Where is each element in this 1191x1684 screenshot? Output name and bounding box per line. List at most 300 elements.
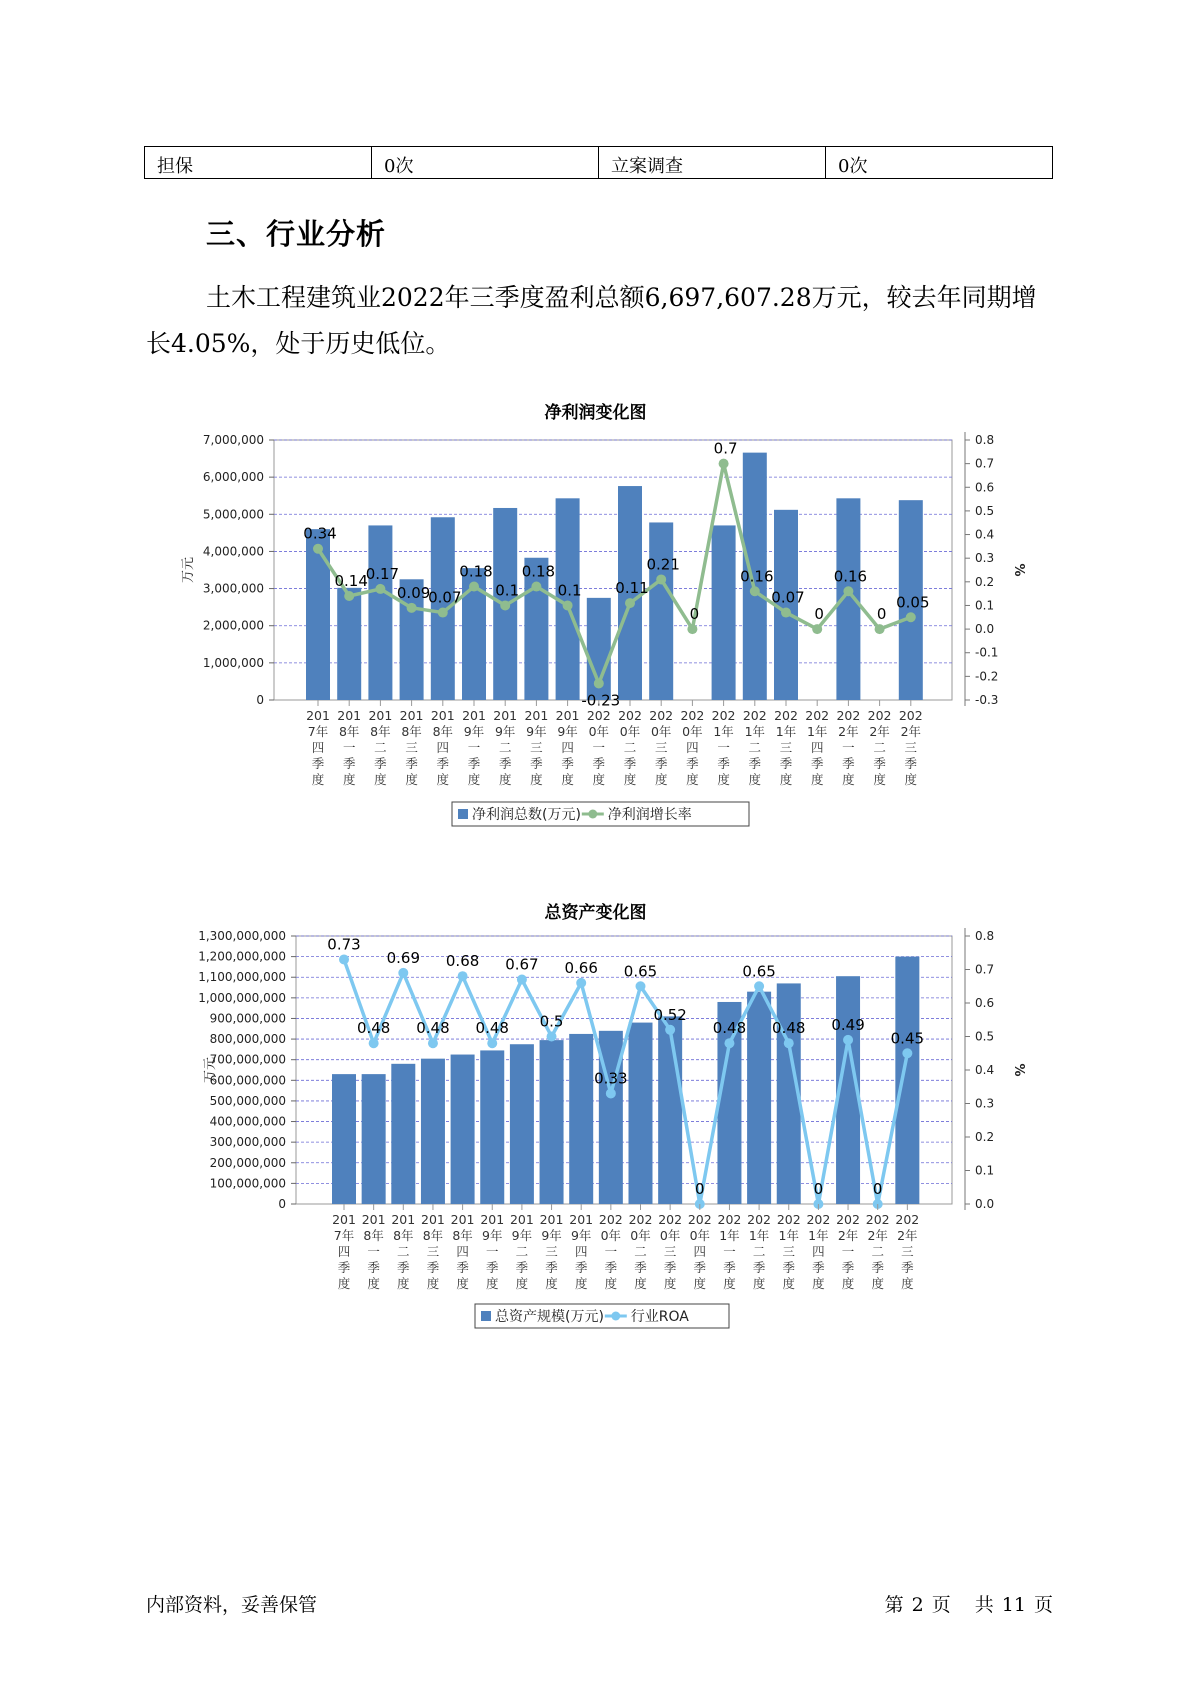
x-tick-label: 度 bbox=[901, 1276, 914, 1291]
summary-paragraph: 土木工程建筑业2022年三季度盈利总额6,697,607.28万元，较去年同期增长4.05%，处于历史低位。 bbox=[146, 283, 1037, 358]
data-label: 0.48 bbox=[712, 1019, 747, 1038]
x-tick-label: 三 bbox=[405, 740, 418, 755]
y-tick-label: 5,000,000 bbox=[202, 507, 264, 522]
data-label: 0.1 bbox=[495, 581, 520, 600]
bar bbox=[747, 992, 771, 1204]
x-tick-label: 二 bbox=[871, 1244, 884, 1259]
x-tick-label: 202 bbox=[774, 708, 798, 723]
x-tick-label: 202 bbox=[836, 1212, 860, 1227]
x-tick-label: 季 bbox=[693, 1260, 707, 1275]
data-label: 0.68 bbox=[445, 952, 480, 971]
x-tick-label: 202 bbox=[747, 1212, 772, 1227]
x-tick-label: 季 bbox=[397, 1260, 410, 1275]
y-tick-label: 2,000,000 bbox=[202, 618, 264, 633]
data-label: 0.48 bbox=[475, 1019, 509, 1038]
x-tick-label: 9年 bbox=[570, 1228, 592, 1243]
x-tick-label: 2年 bbox=[867, 1228, 888, 1243]
line-point bbox=[339, 954, 349, 964]
x-tick-label: 度 bbox=[779, 772, 793, 787]
x-tick-label: 度 bbox=[634, 1276, 647, 1291]
data-label: 0.07 bbox=[428, 588, 462, 607]
x-tick-label: 度 bbox=[810, 772, 824, 787]
x-tick-label: 季 bbox=[842, 756, 855, 771]
x-tick-label: 201 bbox=[569, 1212, 594, 1227]
x-tick-label: 四 bbox=[693, 1244, 707, 1259]
y-axis-title: 万元 bbox=[181, 556, 196, 584]
x-tick-label: 1年 bbox=[748, 1228, 770, 1243]
x-tick-label: 季 bbox=[654, 756, 668, 771]
y-tick-label: 3,000,000 bbox=[202, 581, 264, 596]
section-heading: 三、行业分析 bbox=[206, 217, 387, 251]
y2-tick-label: 0.0 bbox=[975, 1197, 995, 1211]
bar bbox=[391, 1064, 415, 1204]
x-tick-label: 季 bbox=[752, 1260, 766, 1275]
x-tick-label: 一 bbox=[717, 740, 730, 755]
y2-tick-label: 0.2 bbox=[975, 574, 995, 589]
data-label: 0.7 bbox=[713, 439, 738, 458]
x-tick-label: 季 bbox=[530, 756, 543, 771]
data-label: 0.11 bbox=[615, 579, 649, 598]
x-tick-label: 四 bbox=[311, 740, 325, 755]
y2-tick-label: 0.1 bbox=[975, 598, 995, 613]
line-point bbox=[313, 544, 323, 554]
x-tick-label: 季 bbox=[405, 756, 418, 771]
x-tick-label: 四 bbox=[686, 740, 699, 755]
x-tick-label: 度 bbox=[686, 772, 699, 787]
x-tick-label: 一 bbox=[841, 1244, 855, 1259]
x-tick-label: 202 bbox=[586, 708, 611, 723]
x-tick-label: 9年 bbox=[557, 724, 578, 739]
x-tick-label: 季 bbox=[686, 756, 699, 771]
legend-label-bar: 总资产规模(万元) bbox=[495, 1309, 604, 1325]
x-tick-label: 8年 bbox=[363, 1228, 384, 1243]
x-tick-label: 度 bbox=[311, 772, 325, 787]
x-tick-label: 8年 bbox=[432, 724, 454, 739]
line-point bbox=[875, 624, 885, 634]
x-tick-label: 202 bbox=[649, 708, 674, 723]
x-tick-label: 201 bbox=[462, 708, 486, 723]
x-tick-label: 二 bbox=[397, 1244, 410, 1259]
bar bbox=[629, 1023, 653, 1204]
data-label: 0.1 bbox=[557, 581, 582, 600]
x-tick-label: 201 bbox=[332, 1212, 356, 1227]
y2-tick-label: 0.8 bbox=[975, 433, 995, 447]
y-tick-label: 1,300,000,000 bbox=[198, 929, 286, 943]
x-tick-label: 一 bbox=[592, 740, 606, 755]
x-tick-label: 8年 bbox=[452, 1228, 473, 1243]
x-tick-label: 三 bbox=[901, 1244, 914, 1259]
x-tick-label: 9年 bbox=[511, 1228, 533, 1243]
line-point bbox=[812, 624, 822, 634]
x-tick-label: 度 bbox=[842, 772, 855, 787]
x-tick-label: 201 bbox=[391, 1212, 416, 1227]
data-label: 0.34 bbox=[303, 524, 337, 543]
x-tick-label: 季 bbox=[901, 1260, 914, 1275]
x-tick-label: 季 bbox=[311, 756, 325, 771]
y-tick-label: 300,000,000 bbox=[209, 1135, 286, 1150]
x-tick-label: 季 bbox=[873, 756, 886, 771]
y2-tick-label: 0.7 bbox=[975, 456, 995, 471]
y2-tick-label: 0.6 bbox=[975, 480, 995, 495]
y-tick-label: 600,000,000 bbox=[209, 1073, 286, 1088]
x-tick-label: 201 bbox=[337, 708, 362, 723]
legend-label-bar: 净利润总数(万元) bbox=[472, 807, 581, 823]
data-label: 0.45 bbox=[890, 1029, 925, 1048]
y-tick-label: 1,100,000,000 bbox=[198, 970, 286, 985]
x-tick-label: 三 bbox=[904, 740, 918, 755]
x-tick-label: 一 bbox=[467, 740, 481, 755]
y2-tick-label: 0.5 bbox=[975, 503, 995, 518]
data-label: 0.18 bbox=[459, 562, 493, 581]
x-tick-label: 三 bbox=[663, 1244, 677, 1259]
x-tick-label: 一 bbox=[723, 1244, 736, 1259]
data-label: 0.16 bbox=[833, 567, 868, 586]
x-tick-label: 四 bbox=[456, 1244, 469, 1259]
x-tick-label: 季 bbox=[779, 756, 793, 771]
x-tick-label: 度 bbox=[723, 1276, 736, 1291]
bar bbox=[510, 1044, 534, 1204]
x-tick-label: 度 bbox=[337, 1276, 351, 1291]
data-label: 0.48 bbox=[356, 1019, 391, 1038]
x-tick-label: 二 bbox=[748, 740, 762, 755]
footer-total-pages: 11 bbox=[1001, 1594, 1026, 1616]
line-point bbox=[843, 586, 853, 596]
x-tick-label: 季 bbox=[812, 1260, 825, 1275]
x-tick-label: 7年 bbox=[333, 1228, 355, 1243]
line-point bbox=[906, 612, 916, 622]
x-tick-label: 度 bbox=[374, 772, 387, 787]
x-tick-label: 8年 bbox=[370, 724, 391, 739]
footer-page-number bbox=[877, 1590, 1053, 1617]
x-tick-label: 202 bbox=[805, 708, 830, 723]
x-tick-label: 三 bbox=[654, 740, 668, 755]
x-tick-label: 度 bbox=[467, 772, 481, 787]
table-row bbox=[145, 147, 1053, 179]
bar bbox=[332, 1074, 356, 1204]
x-tick-label: 201 bbox=[306, 708, 330, 723]
y2-tick-label: 0.7 bbox=[975, 962, 995, 977]
x-tick-label: 202 bbox=[628, 1212, 653, 1227]
y2-tick-label: 0.0 bbox=[975, 622, 995, 637]
data-label: 0.65 bbox=[623, 962, 658, 981]
bar bbox=[649, 522, 673, 700]
line-point bbox=[625, 598, 635, 608]
x-tick-label: 四 bbox=[812, 1244, 825, 1259]
x-tick-label: 二 bbox=[623, 740, 637, 755]
data-label: 0.49 bbox=[831, 1015, 865, 1034]
line-point bbox=[656, 574, 666, 584]
x-tick-label: 202 bbox=[717, 1212, 742, 1227]
data-label: 0.66 bbox=[564, 958, 598, 977]
bar bbox=[337, 588, 361, 700]
footer-page-part: 共 bbox=[974, 1594, 994, 1616]
x-tick-label: 二 bbox=[498, 740, 512, 755]
data-label: 0.52 bbox=[653, 1005, 687, 1024]
x-tick-label: 季 bbox=[604, 1260, 618, 1275]
x-tick-label: 度 bbox=[367, 1276, 380, 1291]
x-tick-label: 1年 bbox=[775, 724, 797, 739]
x-tick-label: 三 bbox=[530, 740, 543, 755]
x-tick-label: 四 bbox=[561, 740, 574, 755]
x-tick-label: 二 bbox=[634, 1244, 647, 1259]
x-tick-label: 度 bbox=[654, 772, 668, 787]
x-tick-label: 201 bbox=[539, 1212, 564, 1227]
x-tick-label: 季 bbox=[337, 1260, 351, 1275]
x-tick-label: 201 bbox=[430, 708, 455, 723]
table-cell-value-investigation: 0次 bbox=[826, 147, 1053, 179]
x-tick-label: 季 bbox=[574, 1260, 588, 1275]
bar bbox=[569, 1034, 593, 1204]
x-tick-label: 度 bbox=[456, 1276, 469, 1291]
x-tick-label: 一 bbox=[342, 740, 356, 755]
x-tick-label: 季 bbox=[436, 756, 450, 771]
x-tick-label: 202 bbox=[618, 708, 642, 723]
data-label: 0.14 bbox=[334, 572, 368, 590]
data-label: 0.73 bbox=[327, 935, 361, 954]
y-tick-label: 1,000,000,000 bbox=[198, 990, 286, 1005]
x-tick-label: 一 bbox=[367, 1244, 380, 1259]
line-point bbox=[547, 1032, 557, 1042]
x-tick-label: 9年 bbox=[541, 1228, 562, 1243]
line-point bbox=[843, 1035, 853, 1045]
footer-page-part: 第 bbox=[884, 1594, 904, 1616]
x-tick-label: 202 bbox=[742, 708, 767, 723]
line-point bbox=[781, 608, 791, 618]
x-tick-label: 季 bbox=[904, 756, 918, 771]
bar bbox=[895, 957, 919, 1204]
line-point bbox=[438, 608, 448, 618]
line-point bbox=[517, 975, 527, 985]
bar bbox=[712, 525, 736, 700]
x-tick-label: 二 bbox=[374, 740, 387, 755]
x-tick-label: 201 bbox=[399, 708, 424, 723]
y2-tick-label: 0.1 bbox=[975, 1163, 995, 1178]
line-point bbox=[576, 978, 586, 988]
x-tick-label: 度 bbox=[693, 1276, 707, 1291]
x-tick-label: 季 bbox=[717, 756, 730, 771]
footer-current-page: 2 bbox=[911, 1594, 924, 1616]
data-label: 0.18 bbox=[521, 562, 556, 581]
x-tick-label: 季 bbox=[426, 1260, 440, 1275]
x-tick-label: 202 bbox=[898, 708, 923, 723]
line-point bbox=[665, 1025, 675, 1035]
line-point bbox=[531, 582, 541, 592]
x-tick-label: 202 bbox=[711, 708, 736, 723]
x-tick-label: 度 bbox=[871, 1276, 884, 1291]
x-tick-label: 度 bbox=[405, 772, 418, 787]
y-tick-label: 7,000,000 bbox=[202, 433, 264, 447]
line-point bbox=[469, 582, 479, 592]
x-tick-label: 季 bbox=[782, 1260, 796, 1275]
data-label: 0.48 bbox=[772, 1019, 806, 1038]
x-tick-label: 二 bbox=[515, 1244, 529, 1259]
data-label: 0.17 bbox=[365, 564, 400, 583]
x-tick-label: 201 bbox=[421, 1212, 445, 1227]
line-point bbox=[636, 981, 646, 991]
x-tick-label: 201 bbox=[524, 708, 549, 723]
legend-label-line: 行业ROA bbox=[630, 1309, 689, 1325]
x-tick-label: 度 bbox=[530, 772, 543, 787]
data-label: 0 bbox=[876, 605, 887, 624]
line-point bbox=[724, 1038, 734, 1048]
bar bbox=[368, 525, 392, 700]
x-tick-label: 季 bbox=[456, 1260, 469, 1275]
y2-tick-label: -0.2 bbox=[975, 669, 999, 684]
y-tick-label: 0 bbox=[278, 1197, 286, 1211]
line-point bbox=[344, 591, 354, 601]
x-tick-label: 0年 bbox=[588, 724, 610, 739]
bar bbox=[480, 1050, 504, 1204]
x-tick-label: 202 bbox=[865, 1212, 890, 1227]
table-cell-label-investigation: 立案调查 bbox=[599, 147, 826, 179]
line-point bbox=[563, 600, 573, 610]
x-tick-label: 度 bbox=[623, 772, 637, 787]
data-label: -0.23 bbox=[581, 691, 621, 710]
x-tick-label: 202 bbox=[598, 1212, 623, 1227]
x-tick-label: 一 bbox=[485, 1244, 499, 1259]
x-tick-label: 季 bbox=[663, 1260, 677, 1275]
x-tick-label: 度 bbox=[717, 772, 730, 787]
x-tick-label: 二 bbox=[752, 1244, 766, 1259]
x-tick-label: 度 bbox=[485, 1276, 499, 1291]
x-tick-label: 度 bbox=[604, 1276, 618, 1291]
x-tick-label: 201 bbox=[493, 708, 518, 723]
x-tick-label: 四 bbox=[810, 740, 824, 755]
x-tick-label: 度 bbox=[873, 772, 886, 787]
x-tick-label: 三 bbox=[779, 740, 793, 755]
x-tick-label: 1年 bbox=[719, 1228, 740, 1243]
x-tick-label: 度 bbox=[515, 1276, 529, 1291]
data-label: 0.33 bbox=[594, 1069, 628, 1088]
x-tick-label: 季 bbox=[723, 1260, 736, 1275]
y-tick-label: 0 bbox=[256, 693, 264, 707]
x-tick-label: 度 bbox=[748, 772, 762, 787]
x-tick-label: 一 bbox=[604, 1244, 618, 1259]
footer-page-part: 页 bbox=[931, 1594, 951, 1616]
x-tick-label: 四 bbox=[574, 1244, 588, 1259]
y-tick-label: 6,000,000 bbox=[202, 470, 264, 485]
legend-swatch-bar bbox=[481, 1311, 491, 1321]
x-tick-label: 1年 bbox=[778, 1228, 799, 1243]
x-tick-label: 202 bbox=[836, 708, 861, 723]
x-tick-label: 1年 bbox=[744, 724, 766, 739]
footer-page-part: 页 bbox=[1033, 1594, 1053, 1616]
y-tick-label: 700,000,000 bbox=[209, 1052, 286, 1067]
legend-swatch-marker bbox=[611, 1312, 620, 1321]
x-tick-label: 季 bbox=[592, 756, 606, 771]
x-tick-label: 季 bbox=[498, 756, 512, 771]
x-tick-label: 度 bbox=[498, 772, 512, 787]
x-tick-label: 201 bbox=[509, 1212, 534, 1227]
line-point bbox=[487, 1038, 497, 1048]
x-tick-label: 9年 bbox=[494, 724, 516, 739]
y2-tick-label: 0.5 bbox=[975, 1029, 995, 1044]
y-tick-label: 800,000,000 bbox=[209, 1032, 286, 1047]
x-tick-label: 度 bbox=[342, 772, 356, 787]
x-tick-label: 度 bbox=[663, 1276, 677, 1291]
y-tick-label: 1,000,000 bbox=[202, 655, 264, 670]
y-tick-label: 900,000,000 bbox=[209, 1011, 286, 1026]
y-tick-label: 200,000,000 bbox=[209, 1155, 286, 1170]
data-label: 0 bbox=[813, 1180, 824, 1198]
y-tick-label: 4,000,000 bbox=[202, 544, 264, 559]
line-point bbox=[754, 981, 764, 991]
x-tick-label: 8年 bbox=[393, 1228, 414, 1243]
x-tick-label: 二 bbox=[873, 740, 886, 755]
line-point bbox=[407, 603, 417, 613]
x-tick-label: 8年 bbox=[401, 724, 422, 739]
chart-title-total-assets: 总资产变化图 bbox=[544, 903, 647, 923]
x-tick-label: 季 bbox=[841, 1260, 855, 1275]
x-tick-label: 0年 bbox=[689, 1228, 711, 1243]
data-label: 0 bbox=[695, 1180, 705, 1198]
total-assets-chart bbox=[0, 918, 1191, 1348]
x-tick-label: 度 bbox=[397, 1276, 410, 1291]
y2-tick-label: 0.3 bbox=[975, 551, 995, 566]
x-tick-label: 0年 bbox=[659, 1228, 681, 1243]
x-tick-label: 202 bbox=[687, 1212, 712, 1227]
x-tick-label: 0年 bbox=[630, 1228, 651, 1243]
x-tick-label: 度 bbox=[592, 772, 606, 787]
x-tick-label: 2年 bbox=[897, 1228, 918, 1243]
data-label: 0.5 bbox=[539, 1012, 564, 1031]
y2-tick-label: 0.4 bbox=[975, 527, 995, 542]
x-tick-label: 201 bbox=[555, 708, 580, 723]
data-label: 0.48 bbox=[416, 1019, 450, 1038]
bar bbox=[362, 1074, 386, 1204]
x-tick-label: 度 bbox=[752, 1276, 766, 1291]
bar bbox=[421, 1059, 445, 1204]
x-tick-label: 7年 bbox=[307, 724, 329, 739]
bar bbox=[540, 1040, 564, 1204]
y-tick-label: 500,000,000 bbox=[209, 1093, 286, 1108]
x-tick-label: 季 bbox=[545, 1260, 558, 1275]
x-tick-label: 三 bbox=[426, 1244, 440, 1259]
y2-tick-label: -0.1 bbox=[975, 645, 999, 660]
x-tick-label: 度 bbox=[782, 1276, 796, 1291]
line-point bbox=[750, 586, 760, 596]
y-tick-label: 400,000,000 bbox=[209, 1114, 286, 1129]
y-axis-title: 万元 bbox=[203, 1056, 218, 1084]
line-point bbox=[369, 1038, 379, 1048]
data-label: 0 bbox=[814, 605, 824, 624]
x-tick-label: 202 bbox=[867, 708, 892, 723]
x-tick-label: 9年 bbox=[482, 1228, 503, 1243]
table-cell-label-guarantee: 担保 bbox=[145, 147, 372, 179]
legend-swatch-bar bbox=[458, 809, 468, 819]
data-label: 0.67 bbox=[505, 955, 539, 974]
y2-tick-label: 0.8 bbox=[975, 929, 995, 943]
x-tick-label: 202 bbox=[680, 708, 705, 723]
x-tick-label: 度 bbox=[545, 1276, 558, 1291]
line-point bbox=[500, 600, 510, 610]
y2-axis-title: % bbox=[1011, 563, 1026, 577]
x-tick-label: 度 bbox=[436, 772, 450, 787]
x-tick-label: 2年 bbox=[900, 724, 922, 739]
data-label: 0 bbox=[689, 605, 700, 624]
bar bbox=[658, 1016, 682, 1204]
bar bbox=[451, 1055, 475, 1204]
x-tick-label: 202 bbox=[806, 1212, 831, 1227]
info-table bbox=[144, 146, 1053, 179]
data-label: 0.05 bbox=[896, 593, 930, 612]
x-tick-label: 季 bbox=[515, 1260, 529, 1275]
x-tick-label: 度 bbox=[426, 1276, 440, 1291]
line-point bbox=[784, 1038, 794, 1048]
y2-tick-label: 0.4 bbox=[975, 1063, 995, 1077]
line-point bbox=[719, 459, 729, 469]
x-tick-label: 三 bbox=[782, 1244, 796, 1259]
